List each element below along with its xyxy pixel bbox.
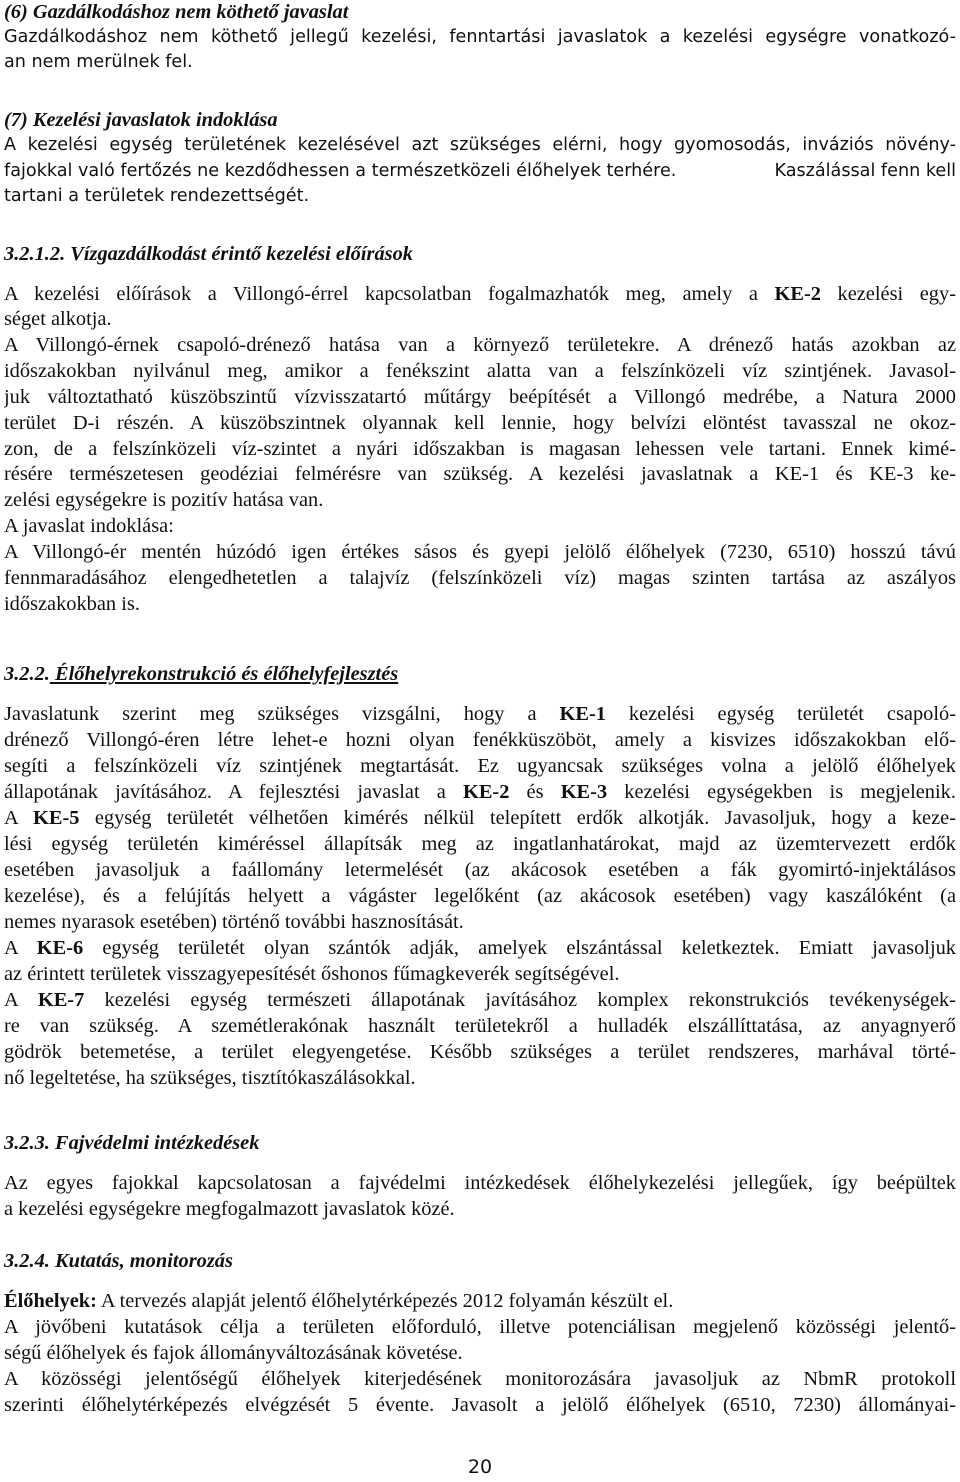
section-title: Fajvédelmi intézkedések xyxy=(55,1132,260,1154)
paragraph-line: A kezelési egység területének kezelésével azt szükséges elérni, hogy gyomosodás, inváziós növény- xyxy=(4,135,956,155)
paragraph-line xyxy=(4,1289,956,1313)
section-number: 3.2.1.2. xyxy=(4,243,66,265)
text-run: A xyxy=(4,937,18,959)
section-title: Élőhelyrekonstrukció és élőhelyfejlesztés xyxy=(55,663,399,685)
section-6-heading: (6) Gazdálkodáshoz nem köthető javaslat xyxy=(4,1,349,23)
text-run: és xyxy=(526,781,544,803)
paragraph-line: lési egység területén kiméréssel állapítsák meg az ingatlanhatárokat, majd az üzemtervezett erdők xyxy=(4,833,956,855)
section-7-heading: (7) Kezelési javaslatok indoklása xyxy=(4,109,278,131)
paragraph-line: A Villongó-ér mentén húzódó igen értékes sásos és gyepi jelölő élőhelyek (7230, 6510) hosszú távú xyxy=(4,541,956,563)
paragraph-line xyxy=(4,936,956,960)
unit-code: KE-3 xyxy=(560,781,608,803)
paragraph-line: juk változtatható küszöbszintű vízvisszatartó műtárgy beépítését a Villongó medrébe, a Natura 2000 xyxy=(4,386,956,408)
paragraph-line: kezelése), és a felújítás helyett a vágáster legelőként (az akácosok esetében) vagy kaszálóként (a xyxy=(4,885,956,907)
text-run: egység területét olyan szántók adják, amelyek elszántással keletkeztek. Emiatt javasoljuk xyxy=(102,937,956,959)
unit-code: KE-2 xyxy=(462,781,510,803)
paragraph-line: esetében javasoljuk a faállomány letermelését (az akácosok esetében a fák gyomirtó-injektálásos xyxy=(4,859,956,881)
paragraph-line xyxy=(4,159,956,183)
text-run: kezelési egység természeti állapotának javításához komplex rekonstrukciós tevékenységek- xyxy=(104,989,956,1011)
paragraph-line xyxy=(4,702,956,726)
text-run: A xyxy=(4,989,18,1011)
paragraph-line: időszakokban nyilvánul meg, amikor a fenékszint alatta van a felszínközeli víz szintjének. Javasol- xyxy=(4,360,956,382)
paragraph-line: tartani a területek rendezettségét. xyxy=(4,186,310,206)
paragraph-line: A közösségi jelentőségű élőhelyek kiterjedésének monitorozására javasoljuk az NbmR protokoll xyxy=(4,1368,956,1390)
unit-code: KE-7 xyxy=(37,989,85,1011)
text-run: kezelési egység területét csapoló- xyxy=(628,703,956,725)
unit-code: KE-5 xyxy=(33,807,80,829)
unit-code: KE-2 xyxy=(774,283,821,305)
paragraph-line: időszakokban is. xyxy=(4,593,140,615)
section-title: Kutatás, monitorozás xyxy=(55,1250,233,1272)
paragraph-line: fennmaradásához elengedhetetlen a talajvíz (felszínközeli víz) magas szinten tartása az aszályos xyxy=(4,567,956,589)
paragraph-line: nemes nyarasok esetében) történő további hasznosítását. xyxy=(4,911,464,933)
text-run: fajokkal való fertőzés ne kezdődhessen a természetközeli élőhelyek terhére. xyxy=(4,161,677,181)
section-heading xyxy=(4,662,956,686)
paragraph-line: A Villongó-érnek csapoló-drénező hatása van a környező területekre. A drénező hatás azokban az xyxy=(4,334,956,356)
paragraph-line: gödrök betemetése, a terület elegyengetése. Később szükséges a terület rendszeres, marhával törté- xyxy=(4,1041,956,1063)
paragraph-line: résére természetesen geodéziai felmérésre van szükség. A kezelési javaslatnak a KE-1 és KE-3 ke- xyxy=(4,463,956,485)
paragraph-line: Az egyes fajokkal kapcsolatosan a fajvédelmi intézkedések élőhelykezelési jellegűek, így beépültek xyxy=(4,1172,956,1194)
paragraph-line: an nem merülnek fel. xyxy=(4,52,193,72)
paragraph-line: A jövőbeni kutatások célja a területen előforduló, illetve potenciálisan megjelenő közösségi jelentő- xyxy=(4,1316,956,1338)
text-run: Kaszálással fenn kell xyxy=(774,161,956,181)
paragraph-line: re van szükség. A szemétlerakónak használt területekről a hulladék elszállíttatása, az anyagnyerő xyxy=(4,1015,956,1037)
section-heading xyxy=(4,1131,956,1155)
label-bold: Élőhelyek: xyxy=(4,1290,97,1312)
text-run: kezelési egységekben is megjelenik. xyxy=(624,781,956,803)
paragraph-line: drénező Villongó-éren létre lehet-e hozni olyan fenékküszöböt, amely a kisvizes időszakokban elő- xyxy=(4,729,956,751)
paragraph-line: ségű élőhelyek és fajok állományváltozásának követése. xyxy=(4,1342,463,1364)
text-run: egység területét vélhetően kimérés nélkül telepített erdők alkotják. Javasoljuk, hogy a keze- xyxy=(94,807,956,829)
paragraph-line: zelési egységekre is pozitív hatása van. xyxy=(4,489,324,511)
text-run: Javaslatunk szerint meg szükséges vizsgálni, hogy a xyxy=(4,703,537,725)
page-number: 20 xyxy=(467,1456,493,1478)
paragraph-line xyxy=(4,806,956,830)
text-run: A tervezés alapját jelentő élőhelytérképezés 2012 folyamán készült el. xyxy=(100,1290,674,1312)
text-run: A xyxy=(4,807,18,829)
section-number: 3.2.3. xyxy=(4,1132,50,1154)
paragraph-line: szerinti élőhelytérképezés elvégzését 5 évente. Javasolt a jelölő élőhelyek (6510, 7230) állományai- xyxy=(4,1394,956,1416)
paragraph-line: zon, de a felszínközeli víz-szintet a nyári időszakban is magasan lehessen vele tartani. Ennek kimé- xyxy=(4,438,956,460)
paragraph-line: Gazdálkodáshoz nem köthető jellegű kezelési, fenntartási javaslatok a kezelési egységre vonatkozó- xyxy=(4,27,956,47)
section-number: 3.2.2. xyxy=(4,663,50,685)
paragraph-line: séget alkotja. xyxy=(4,308,112,330)
section-title: Vízgazdálkodást érintő kezelési előírások xyxy=(70,243,413,265)
section-heading xyxy=(4,1249,956,1273)
paragraph-line xyxy=(4,988,956,1012)
text-run: állapotának javításához. A fejlesztési javaslat a xyxy=(4,781,446,803)
paragraph-line xyxy=(4,780,956,804)
text-run: A kezelési előírások a Villongó-érrel kapcsolatban fogalmazhatók meg, amely a xyxy=(4,283,758,305)
paragraph-line xyxy=(4,282,956,306)
paragraph-line: segíti a felszínközeli víz szintjének megtartását. Ez ugyancsak szükséges volna a jelölő élőhelyek xyxy=(4,755,956,777)
paragraph-line: A javaslat indoklása: xyxy=(4,515,174,537)
text-run: kezelési egy- xyxy=(837,283,956,305)
paragraph-line: a kezelési egységekre megfogalmazott javaslatok közé. xyxy=(4,1198,455,1220)
unit-code: KE-6 xyxy=(36,937,84,959)
unit-code: KE-1 xyxy=(559,703,606,725)
section-number: 3.2.4. xyxy=(4,1250,50,1272)
paragraph-line: nő legeltetése, ha szükséges, tisztítókaszálásokkal. xyxy=(4,1067,416,1089)
section-heading xyxy=(4,242,956,266)
paragraph-line: az érintett területek visszagyepesítését őshonos fűmagkeverék segítségével. xyxy=(4,963,620,985)
paragraph-line: terület D-i részén. A küszöbszintnek olyannak kell lennie, hogy belvízi elöntést tavasszal ne okoz- xyxy=(4,412,956,434)
